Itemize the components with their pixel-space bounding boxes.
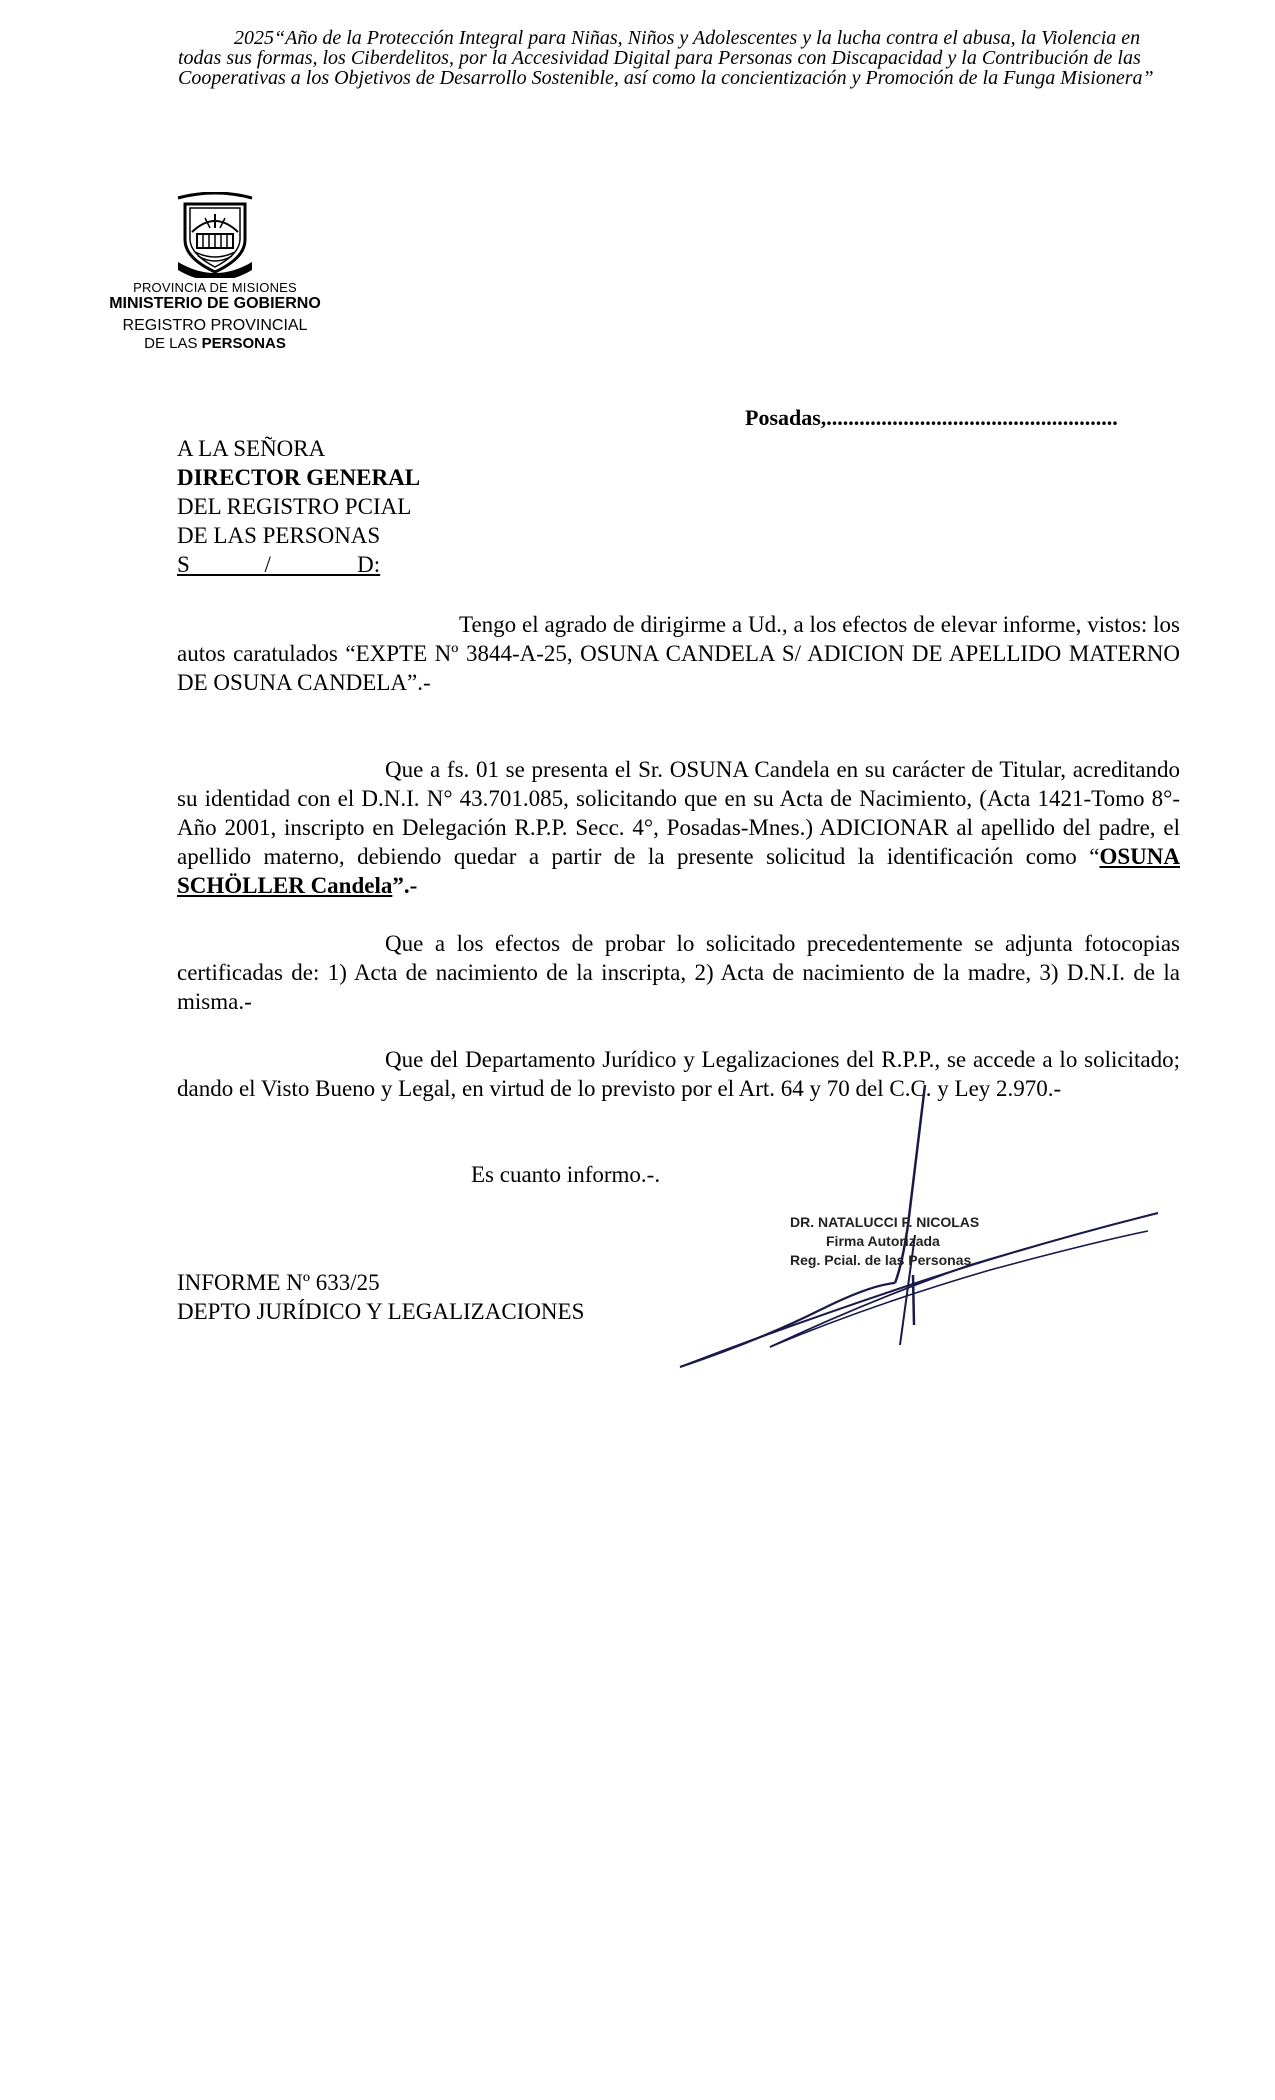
report-number: INFORME Nº 633/25	[177, 1270, 380, 1295]
stamp-line-authorized: Firma Autorizada	[826, 1233, 940, 1249]
footer-block	[177, 1268, 584, 1326]
logo-line-persons	[95, 335, 335, 352]
paragraph-evidence-text: Que a los efectos de probar lo solicitado precedentemente se adjunta fotocopias certificadas de: 1) Acta de nacimiento de la inscripta, 2) Acta de nacimiento de la madre, 3) D.N.I. de la misma.-	[177, 931, 1180, 1014]
logo-line-persons-bold: PERSONAS	[201, 335, 286, 352]
paragraph-request-end: ”.-	[392, 873, 418, 898]
requested-name: OSUNA SCHÖLLER Candela	[177, 844, 1180, 898]
addressee-line-3: DEL REGISTRO PCIAL	[177, 494, 412, 519]
paragraph-resolution-text: Que del Departamento Jurídico y Legalizaciones del R.P.P., se accede a lo solicitado; dando el Visto Bueno y Legal, en virtud de lo previsto por el Art. 64 y 70 del C.C. y Ley 2.970.-	[177, 1047, 1180, 1101]
addressee-sd-line: S / D:	[177, 552, 381, 577]
addressee-line-4: DE LAS PERSONAS	[177, 523, 381, 548]
logo-line-registry: REGISTRO PROVINCIAL	[122, 317, 308, 334]
place-date-line: Posadas,.....................................................	[745, 405, 1118, 430]
paragraph-request-text: Que a fs. 01 se presenta el Sr. OSUNA Candela en su carácter de Titular, acreditando su identidad con el D.N.I. N° 43.701.085, solicitando que en su Acta de Nacimiento, (Acta 1421-Tomo 8°-Año 2001, inscripto en Delegación R.P.P. Secc. 4°, Posadas-Mnes.) ADICIONAR al apellido del padre, el apellido materno, debiendo quedar a partir de la presente solicitud la identificación como “	[177, 757, 1180, 869]
paragraph-intro-text: Tengo el agrado de dirigirme a Ud., a los efectos de elevar informe, vistos: los autos caratulados “EXPTE Nº 3844-A-25, OSUNA CANDELA S/ ADICION DE APELLIDO MATERNO DE OSUNA CANDELA”.-	[177, 612, 1180, 695]
paragraph-evidence	[177, 929, 1180, 1016]
paragraph-intro	[177, 610, 1180, 697]
logo-line-ministry: MINISTERIO DE GOBIERNO	[109, 295, 321, 312]
department-name: DEPTO JURÍDICO Y LEGALIZACIONES	[177, 1299, 585, 1324]
province-seal-icon	[170, 192, 260, 278]
addressee-line-2: DIRECTOR GENERAL	[177, 465, 421, 490]
addressee-line-1: A LA SEÑORA	[177, 436, 326, 461]
header-year-dedication	[178, 28, 1178, 88]
signature-stamp	[790, 1213, 979, 1270]
paragraph-request	[177, 755, 1180, 900]
stamp-line-name: DR. NATALUCCI F. NICOLAS	[790, 1214, 980, 1230]
logo-line-province: PROVINCIA DE MISIONES	[133, 280, 297, 295]
logo-line-persons-prefix: DE LAS	[144, 335, 202, 352]
paragraph-closing-text: Es cuanto informo.-.	[471, 1162, 661, 1187]
institution-logo	[95, 192, 335, 352]
header-year-text: 2025“Año de la Protección Integral para Niñas, Niños y Adolescentes y la lucha contra el abusa, la Violencia en todas sus formas, los Ciberdelitos, por la Accesividad Digital para Personas con Discapacidad y la Contribución de las Cooperativas a los Objetivos de Desarrollo Sostenible, así como la concientización y Promoción de la Funga Misionera”	[178, 27, 1154, 89]
addressee-block	[177, 434, 420, 579]
stamp-line-registry: Reg. Pcial. de las Personas	[790, 1252, 972, 1268]
